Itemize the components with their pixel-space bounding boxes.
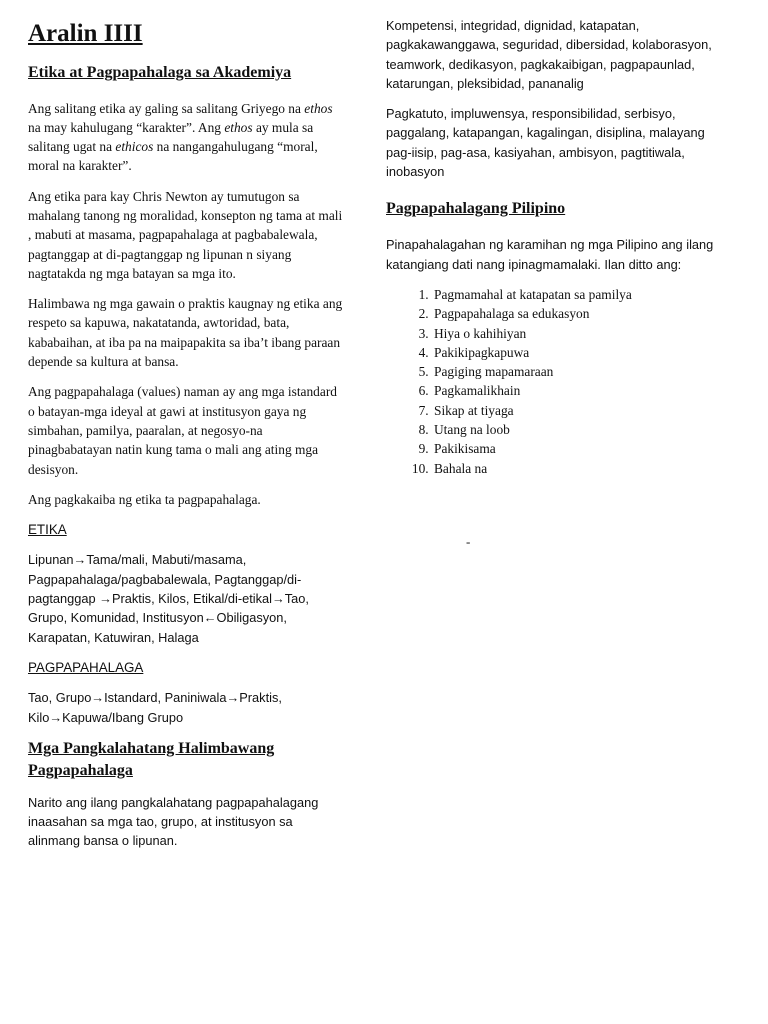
paragraph-etimolohiya	[28, 99, 346, 176]
text-run: na may kahulugang “karakter”. Ang	[28, 119, 225, 135]
italic-term: ethicos	[115, 139, 154, 155]
list-item: 9. Pakikisama	[432, 439, 716, 458]
paragraph-pagkakaiba: Ang pagkakaiba ng etika ta pagpapahalaga.	[28, 491, 261, 507]
list-item: 1. Pagmamahal at katapatan sa pamilya	[432, 285, 716, 304]
pagpapahalaga-label: PAGPAPAHALAGA	[28, 659, 144, 675]
lesson-title: Aralin IIII	[28, 20, 143, 47]
section-heading-pangkalahatang-halimbawa: Mga Pangkalahatang Halimbawang Pagpapahalaga	[28, 739, 275, 779]
paragraph-halimbawa: Halimbawa ng mga gawain o praktis kaugnay ng etika ang respeto sa kapuwa, nakatatanda, awtoridad, bata, kababaihan, at iba pa na maipapakita sa iba’t ibang paraan depende sa kultura at bansa.	[28, 296, 343, 370]
italic-term: ethos	[304, 100, 333, 116]
text-run: Ang salitang etika ay galing sa salitang Griyego na	[28, 100, 305, 116]
text-run: ay mula sa salitang ugat na	[28, 119, 314, 155]
section-heading-etika-pagpapahalaga: Etika at Pagpapahalaga sa Akademiya	[28, 63, 292, 81]
left-column	[28, 0, 346, 862]
list-item: 8. Utang na loob	[432, 420, 716, 439]
list-item: 2. Pagpapahalaga sa edukasyon	[432, 304, 716, 323]
list-item: 10. Bahala na	[432, 459, 716, 478]
italic-term: ethos	[224, 119, 253, 135]
list-item: 7. Sikap at tiyaga	[432, 401, 716, 420]
paragraph-newton: Ang etika para kay Chris Newton ay tumutugon sa mahalang tanong ng moralidad, konsepton ng tama at mali , mabuti at masama, pagpapahalaga at pagbabalewala, pagtanggap at di-pagtanggap ng lipunan n siyang nagtatakda ng mga batayan sa mga ito.	[28, 188, 343, 281]
paragraph-pilipino-intro: Pinapahalagahan ng karamihan ng mga Pilipino ang ilang katangiang dati nang ipinagmamalaki. Ilan ditto ang:	[386, 237, 714, 272]
list-item: 3. Hiya o kahihiyan	[432, 324, 716, 343]
list-item: 5. Pagiging mapamaraan	[432, 362, 716, 381]
section-heading-pilipino: Pagpapahalagang Pilipino	[386, 200, 566, 218]
stray-dash: -	[466, 534, 471, 549]
right-column	[386, 16, 716, 478]
values-list-1: Kompetensi, integridad, dignidad, katapatan, pagkakawanggawa, seguridad, dibersidad, kolaborasyon, teamwork, dedikasyon, pagkakaibigan, pagpapaunlad, katarungan, pleksibidad, pananalig	[386, 18, 712, 91]
etika-diagram-text: Lipunan→Tama/mali, Mabuti/masama, Pagpapahalaga/pagbabalewala, Pagtanggap/di-pagtanggap →Praktis, Kilos, Etikal/di-etikal→Tao, Grupo, Komunidad, Institusyon←Obiligasyon, Karapatan, Katuwiran, Halaga	[28, 552, 309, 645]
list-item: 6. Pagkamalikhain	[432, 381, 716, 400]
list-item: 4. Pakikipagkapuwa	[432, 343, 716, 362]
pagpapahalaga-diagram-text: Tao, Grupo→Istandard, Paniniwala→Praktis, Kilo→Kapuwa/Ibang Grupo	[28, 690, 282, 725]
paragraph-pagpapahalaga: Ang pagpapahalaga (values) naman ay ang mga istandard o batayan-mga ideyal at gawi at institusyon gaya ng simbahan, pamilya, paaralan, at negosyo-na pinagbabatayan natin kung tama o mali ang ating mga desisyon.	[28, 384, 337, 477]
filipino-values-list	[386, 285, 716, 478]
etika-label: ETIKA	[28, 522, 67, 538]
text-run: na nangangahulugang “moral, moral na karakter”.	[28, 139, 318, 174]
paragraph-narito: Narito ang ilang pangkalahatang pagpapahalagang inaasahan sa mga tao, grupo, at institusyon sa alinmang bansa o lipunan.	[28, 794, 319, 849]
values-list-2: Pagkatuto, impluwensya, responsibilidad, serbisyo, paggalang, katapangan, kagalingan, disiplina, malayang pag-iisip, pag-asa, kasiyahan, ambisyon, pagtitiwala, inobasyon	[386, 106, 705, 180]
